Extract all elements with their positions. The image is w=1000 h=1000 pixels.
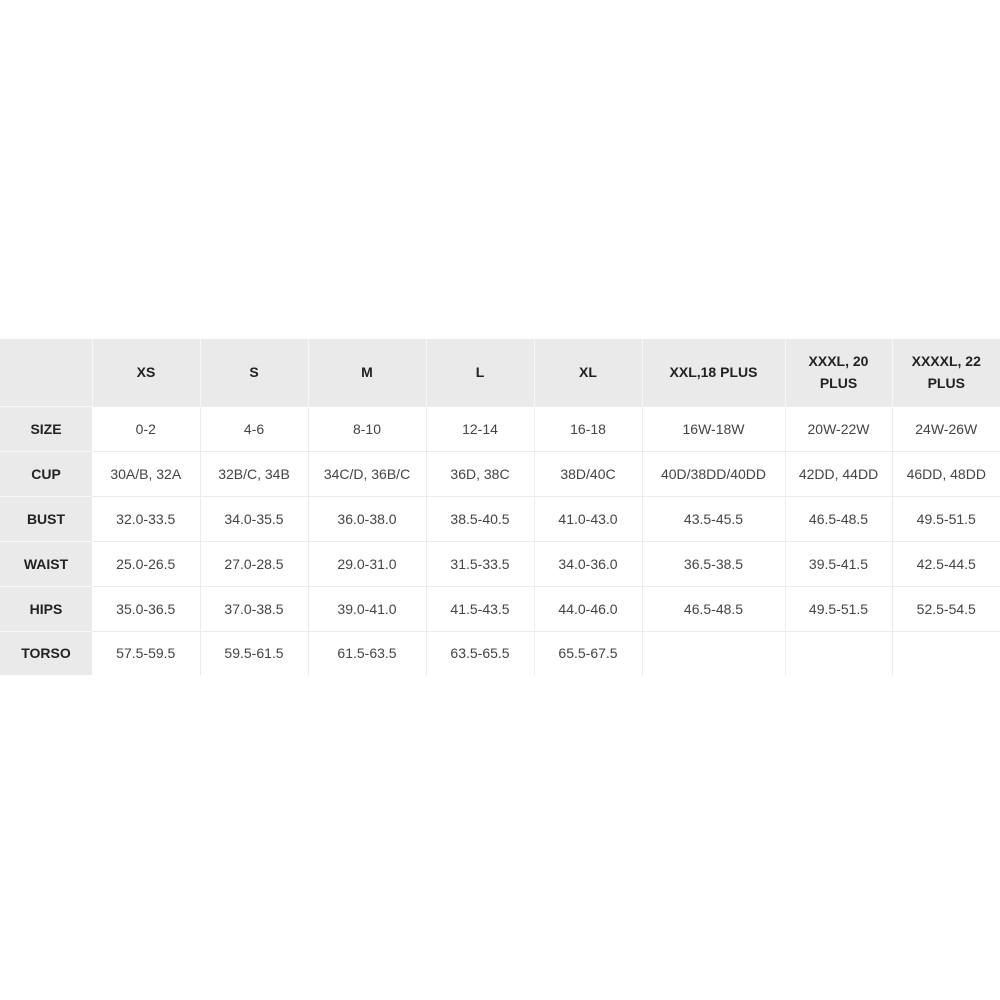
table-cell: 27.0-28.5 <box>200 541 308 586</box>
table-cell <box>892 631 1000 675</box>
table-cell: 49.5-51.5 <box>785 586 892 631</box>
table-row-bust <box>0 496 1000 541</box>
row-label-bust: BUST <box>0 496 92 541</box>
table-cell: 0-2 <box>92 406 200 451</box>
table-cell: 65.5-67.5 <box>534 631 642 675</box>
table-cell: 52.5-54.5 <box>892 586 1000 631</box>
table-cell: 36.5-38.5 <box>642 541 785 586</box>
table-cell: 29.0-31.0 <box>308 541 426 586</box>
table-row-size <box>0 406 1000 451</box>
table-cell: 16-18 <box>534 406 642 451</box>
column-header-xxxxl: XXXXL, 22 PLUS <box>892 339 1000 406</box>
row-label-torso: TORSO <box>0 631 92 675</box>
table-cell: 39.0-41.0 <box>308 586 426 631</box>
table-cell: 12-14 <box>426 406 534 451</box>
table-cell <box>785 631 892 675</box>
table-cell: 42DD, 44DD <box>785 451 892 496</box>
table-cell: 57.5-59.5 <box>92 631 200 675</box>
row-label-waist: WAIST <box>0 541 92 586</box>
table-cell: 61.5-63.5 <box>308 631 426 675</box>
column-header-xxxl: XXXL, 20 PLUS <box>785 339 892 406</box>
table-cell: 39.5-41.5 <box>785 541 892 586</box>
column-header-l: L <box>426 339 534 406</box>
column-header-m: M <box>308 339 426 406</box>
table-cell: 41.0-43.0 <box>534 496 642 541</box>
table-cell: 30A/B, 32A <box>92 451 200 496</box>
table-cell: 40D/38DD/40DD <box>642 451 785 496</box>
table-cell: 59.5-61.5 <box>200 631 308 675</box>
table-cell: 4-6 <box>200 406 308 451</box>
table-cell: 37.0-38.5 <box>200 586 308 631</box>
table-cell <box>642 631 785 675</box>
table-cell: 41.5-43.5 <box>426 586 534 631</box>
column-header-xl: XL <box>534 339 642 406</box>
table-cell: 24W-26W <box>892 406 1000 451</box>
table-cell: 25.0-26.5 <box>92 541 200 586</box>
table-cell: 44.0-46.0 <box>534 586 642 631</box>
table-row-cup <box>0 451 1000 496</box>
corner-cell <box>0 339 92 406</box>
row-label-hips: HIPS <box>0 586 92 631</box>
row-label-size: SIZE <box>0 406 92 451</box>
column-header-xxl: XXL,18 PLUS <box>642 339 785 406</box>
table-cell: 20W-22W <box>785 406 892 451</box>
table-cell: 16W-18W <box>642 406 785 451</box>
column-header-s: S <box>200 339 308 406</box>
table-cell: 46.5-48.5 <box>642 586 785 631</box>
table-cell: 34C/D, 36B/C <box>308 451 426 496</box>
table-cell: 34.0-35.5 <box>200 496 308 541</box>
table-cell: 32B/C, 34B <box>200 451 308 496</box>
table-cell: 36.0-38.0 <box>308 496 426 541</box>
size-chart-table <box>0 339 1000 675</box>
table-cell: 32.0-33.5 <box>92 496 200 541</box>
table-row-waist <box>0 541 1000 586</box>
column-header-xs: XS <box>92 339 200 406</box>
table-row-torso <box>0 631 1000 675</box>
table-cell: 35.0-36.5 <box>92 586 200 631</box>
row-label-cup: CUP <box>0 451 92 496</box>
table-cell: 36D, 38C <box>426 451 534 496</box>
table-cell: 34.0-36.0 <box>534 541 642 586</box>
table-cell: 46DD, 48DD <box>892 451 1000 496</box>
table-cell: 8-10 <box>308 406 426 451</box>
table-row-hips <box>0 586 1000 631</box>
table-cell: 38.5-40.5 <box>426 496 534 541</box>
table-cell: 31.5-33.5 <box>426 541 534 586</box>
header-row <box>0 339 1000 406</box>
table-cell: 46.5-48.5 <box>785 496 892 541</box>
table-cell: 38D/40C <box>534 451 642 496</box>
table-cell: 43.5-45.5 <box>642 496 785 541</box>
table-cell: 42.5-44.5 <box>892 541 1000 586</box>
table-cell: 63.5-65.5 <box>426 631 534 675</box>
table-cell: 49.5-51.5 <box>892 496 1000 541</box>
